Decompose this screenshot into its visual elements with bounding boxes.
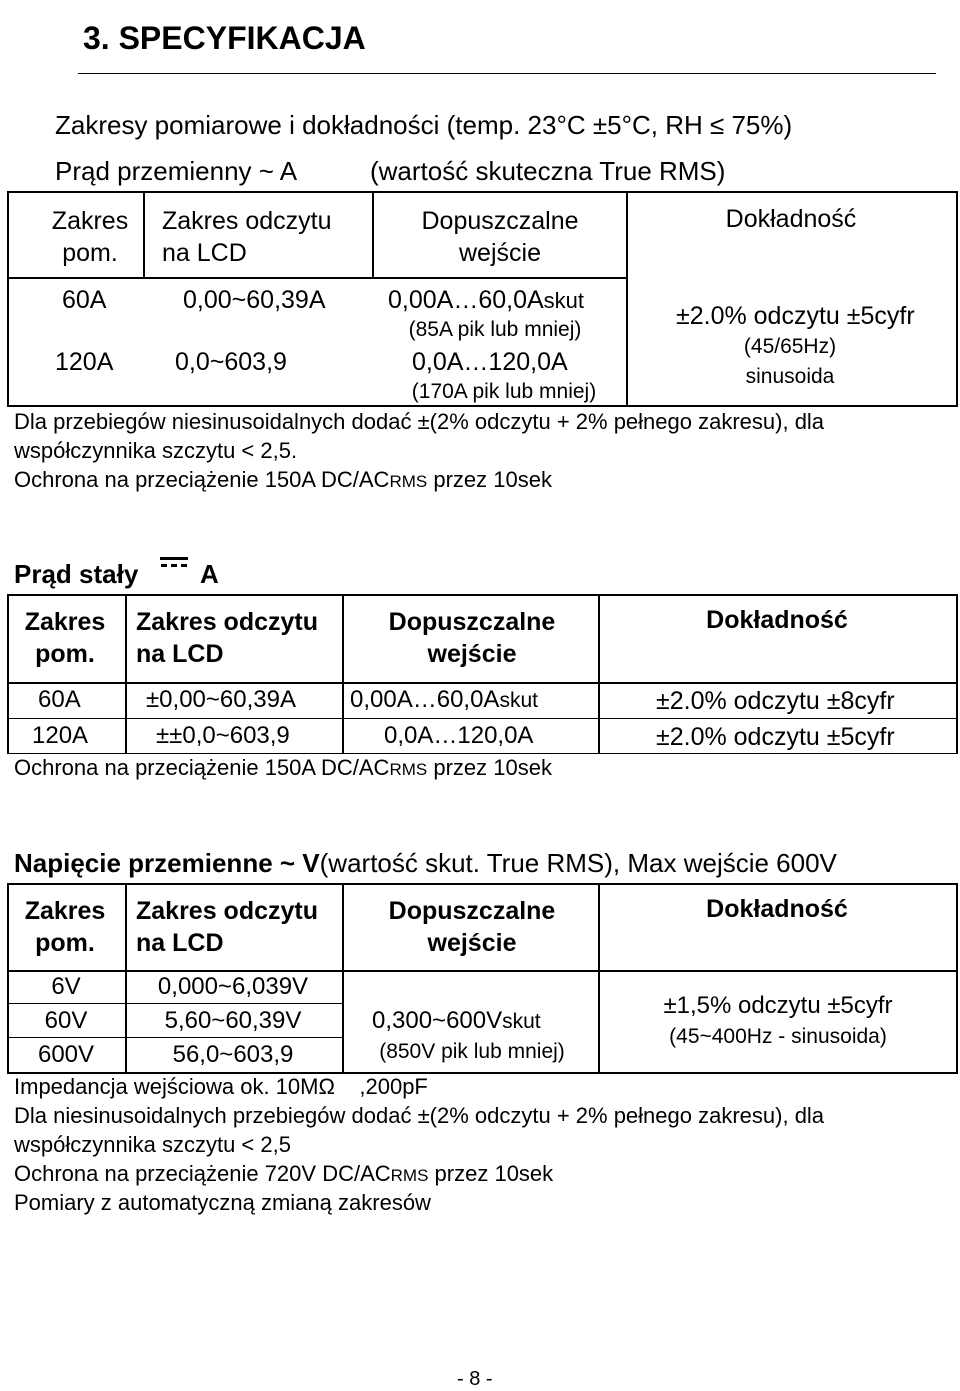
ac-voltage-note-1: Dla niesinusoidalnych przebiegów dodać ±(2% odczytu + 2% pełnego zakresu), dla — [14, 1103, 825, 1128]
ac-voltage-note-2: współczynnika szczytu < 2,5 — [14, 1132, 291, 1157]
dc-current-unit: A — [200, 559, 219, 589]
section-title: 3. SPECYFIKACJA — [83, 20, 366, 56]
header-lcd: Zakres odczytu na LCD — [162, 207, 332, 267]
header-input: Dopuszczalne wejście — [388, 897, 556, 957]
row1-range: 60A — [38, 686, 81, 713]
row1-lcd: ±0,00~60,39A — [146, 686, 296, 713]
ac-voltage-overload-note: Ochrona na przeciążenie 720V DC/ACRMS przez 10sek — [14, 1161, 554, 1186]
ac-current-heading: Prąd przemienny ~ A — [55, 156, 298, 186]
accuracy-value: ±1,5% odczytu ±5cyfr — [663, 992, 893, 1019]
accuracy-value: ±2.0% odczytu ±5cyfr — [676, 302, 915, 330]
row2-lcd: 5,60~60,39V — [164, 1007, 302, 1034]
row3-lcd: 56,0~603,9 — [172, 1041, 294, 1068]
header-lcd: Zakres odczytu na LCD — [136, 608, 319, 668]
row1-range: 60A — [62, 286, 107, 314]
ac-current-overload-note: Ochrona na przeciążenie 150A DC/ACRMS przez 10sek — [14, 467, 552, 492]
accuracy-note: (45~400Hz - sinusoida) — [669, 1025, 887, 1048]
dc-current-overload-note: Ochrona na przeciążenie 150A DC/ACRMS przez 10sek — [14, 755, 552, 780]
header-accuracy: Dokładność — [706, 895, 848, 923]
row1-input: 0,00A…60,0Askut — [350, 686, 538, 713]
header-accuracy: Dokładność — [706, 606, 848, 634]
header-range: Zakres pom. — [24, 897, 106, 957]
row2-range: 120A — [55, 348, 114, 376]
ac-current-note-2: współczynnika szczytu < 2,5. — [14, 438, 298, 463]
header-input: Dopuszczalne wejście — [421, 207, 579, 267]
header-input: Dopuszczalne wejście — [388, 608, 556, 668]
row1-input: 0,00A…60,0Askut — [388, 286, 585, 314]
dc-symbol-icon — [160, 557, 188, 569]
input-note: (850V pik lub mniej) — [379, 1040, 565, 1063]
input-value: 0,300~600Vskut — [372, 1007, 541, 1034]
accuracy-frequency: (45/65Hz) — [743, 335, 837, 358]
row2-range: 60V — [44, 1007, 88, 1034]
row3-range: 600V — [37, 1041, 95, 1068]
row2-input: 0,0A…120,0A — [384, 722, 534, 749]
row1-lcd: 0,00~60,39A — [183, 286, 326, 314]
row2-lcd: ±±0,0~603,9 — [156, 722, 290, 749]
accuracy-waveform: sinusoida — [745, 365, 835, 388]
title-rule — [78, 73, 936, 74]
ac-voltage-autorange-note: Pomiary z automatyczną zmianą zakresów — [14, 1190, 431, 1215]
row2-range: 120A — [32, 722, 89, 749]
header-accuracy: Dokładność — [725, 205, 857, 233]
header-range: Zakres pom. — [51, 207, 129, 267]
ac-current-note-1: Dla przebiegów niesinusoidalnych dodać ±(2% odczytu + 2% pełnego zakresu), dla — [14, 409, 825, 434]
row1-accuracy: ±2.0% odczytu ±8cyfr — [656, 687, 895, 715]
row2-lcd: 0,0~603,9 — [175, 348, 287, 376]
row1-input-note: (85A pik lub mniej) — [408, 318, 582, 341]
header-range: Zakres pom. — [24, 608, 106, 668]
header-lcd: Zakres odczytu na LCD — [136, 897, 319, 957]
ac-voltage-impedance: Impedancja wejściowa ok. 10MΩ ,200pF — [14, 1074, 428, 1099]
row2-accuracy: ±2.0% odczytu ±5cyfr — [656, 723, 895, 751]
row1-range: 6V — [51, 973, 81, 1000]
page-number: - 8 - — [457, 1368, 493, 1390]
ac-voltage-heading: Napięcie przemienne ~ V(wartość skut. True RMS), Max wejście 600V — [14, 848, 837, 878]
dc-current-heading: Prąd stały — [14, 559, 139, 589]
row1-lcd: 0,000~6,039V — [157, 973, 309, 1000]
row2-input-note: (170A pik lub mniej) — [411, 380, 597, 403]
intro-line: Zakresy pomiarowe i dokładności (temp. 23°C ±5°C, RH ≤ 75%) — [55, 110, 793, 140]
ac-current-heading-note: (wartość skuteczna True RMS) — [370, 156, 726, 186]
row2-input: 0,0A…120,0A — [412, 348, 568, 376]
